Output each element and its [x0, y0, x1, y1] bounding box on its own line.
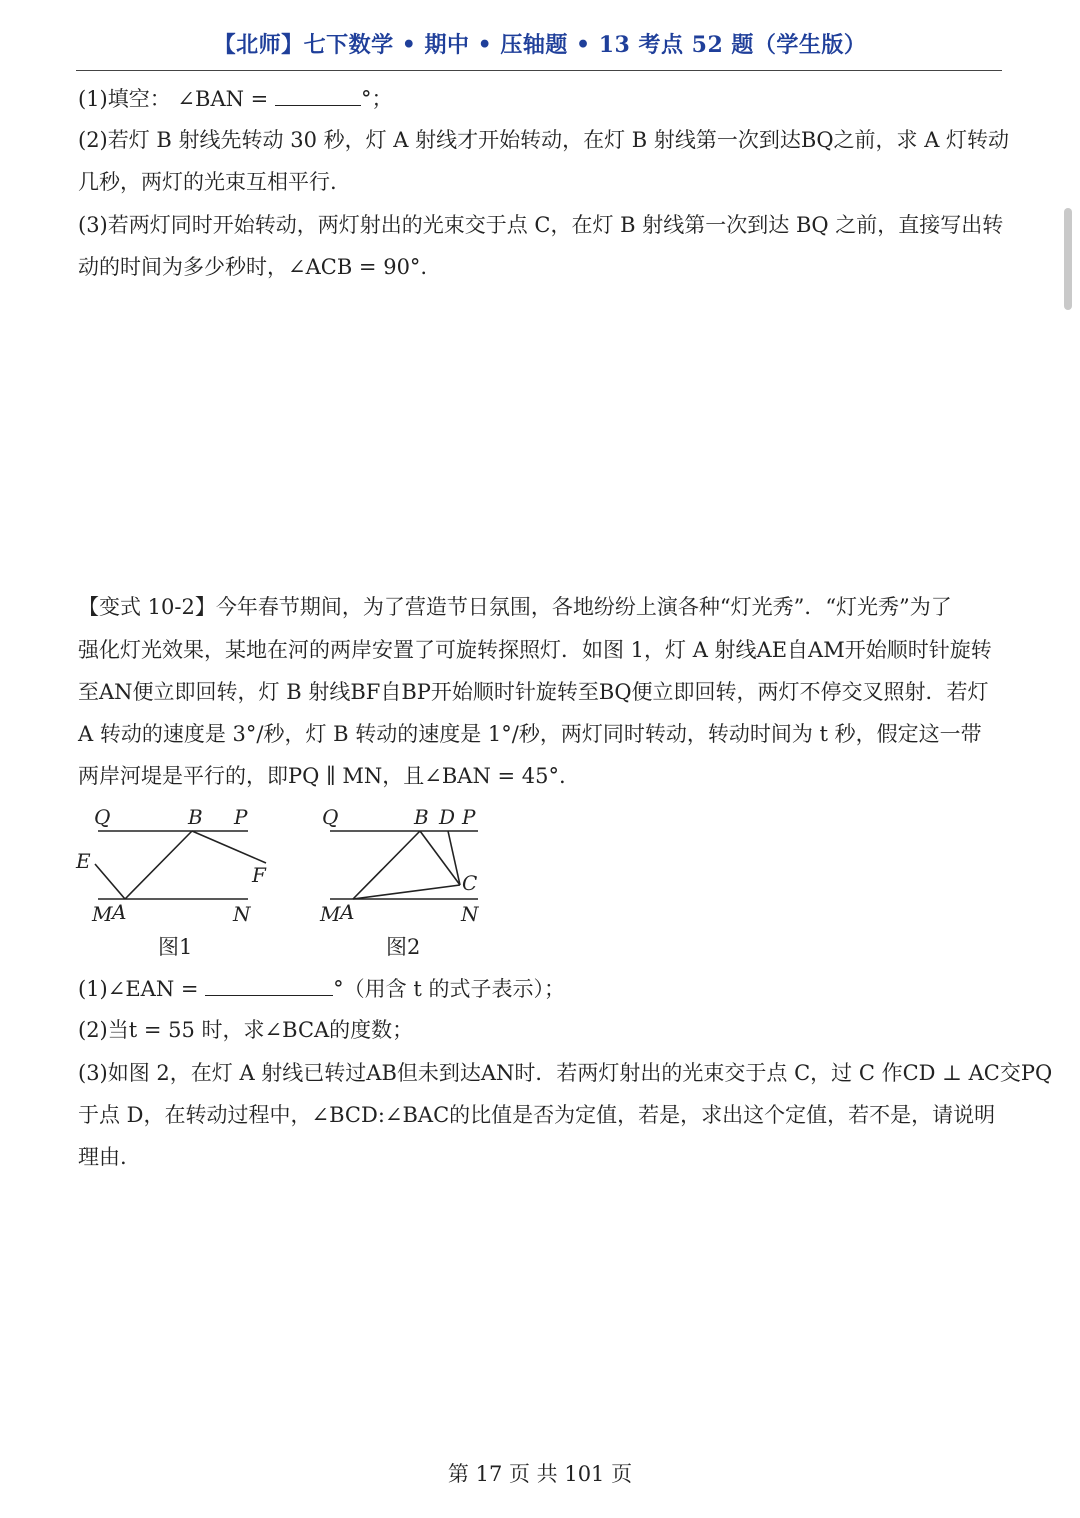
vertical-scrollbar-thumb[interactable] — [1064, 208, 1072, 310]
label-m: M — [92, 902, 113, 926]
page-footer: 第 17 页 共 101 页 — [447, 1462, 633, 1486]
problem2-question1 — [78, 973, 565, 1004]
figure-2-caption: 图2 — [386, 935, 421, 959]
problem2-question2: (2)当t = 55 时，求∠BCA的度数； — [78, 1018, 414, 1042]
page-header-title: 【北师】七下数学 • 期中 • 压轴题 • 13 考点 52 题（学生版） — [213, 32, 867, 58]
problem1-question2-line2: 几秒，两灯的光束互相平行. — [78, 170, 337, 194]
label-n: N — [233, 902, 251, 926]
problem2-question3-line3: 理由. — [78, 1145, 127, 1169]
problem1-question3-line2: 动的时间为多少秒时，∠ACB = 90°. — [78, 255, 428, 279]
label-m: M — [320, 902, 341, 926]
problem2-intro-line3: 至AN便立即回转，灯 B 射线BF自BP开始顺时针旋转至BQ便立即回转，两灯不停交叉照射．若灯 — [78, 680, 989, 704]
q1-suffix: °（用含 t 的式子表示）； — [333, 977, 565, 1001]
problem2-intro-line5: 两岸河堤是平行的，即PQ ∥ MN，且∠BAN = 45°. — [78, 764, 566, 788]
ray-ae — [95, 864, 125, 899]
label-b: B — [188, 805, 203, 829]
segment-ac — [353, 885, 460, 899]
problem1-question1 — [78, 83, 392, 114]
problem2-intro-line1: 【变式 10-2】今年春节期间，为了营造节日氛围，各地纷纷上演各种“灯光秀”．“灯光秀”为了 — [78, 595, 952, 619]
label-b: B — [414, 805, 429, 829]
problem1-question2-line1: (2)若灯 B 射线先转动 30 秒，灯 A 射线才开始转动，在灯 B 射线第一次到达BQ之前，求 A 灯转动 — [78, 128, 1010, 152]
label-n: N — [461, 902, 479, 926]
label-q: Q — [94, 805, 111, 829]
q1-text: (1)∠EAN = — [78, 977, 206, 1001]
q1-suffix: °； — [360, 87, 393, 111]
label-a: A — [340, 900, 355, 924]
figure-1 — [70, 800, 280, 934]
label-q: Q — [322, 805, 339, 829]
label-a: A — [112, 900, 127, 924]
label-p: P — [462, 805, 476, 829]
problem1-question3-line1: (3)若两灯同时开始转动，两灯射出的光束交于点 C，在灯 B 射线第一次到达 BQ 之前，直接写出转 — [78, 213, 1004, 237]
answer-blank — [275, 83, 361, 106]
segment-ab — [125, 831, 192, 899]
label-c: C — [462, 871, 478, 895]
problem2-intro-line4: A 转动的速度是 3°/秒，灯 B 转动的速度是 1°/秒，两灯同时转动，转动时间为 t 秒，假定这一带 — [78, 722, 982, 746]
label-p: P — [234, 805, 248, 829]
figure-2-diagram — [300, 800, 500, 930]
header-divider — [76, 70, 1002, 71]
answer-blank — [205, 973, 333, 996]
figure-1-caption: 图1 — [158, 935, 193, 959]
figure-1-diagram — [70, 800, 280, 930]
problem2-question3-line1: (3)如图 2，在灯 A 射线已转过AB但未到达AN时．若两灯射出的光束交于点 C，过 C 作CD ⊥ AC交PQ — [78, 1061, 1053, 1085]
label-e: E — [76, 849, 91, 873]
label-f: F — [252, 863, 266, 887]
figure-2 — [300, 800, 500, 934]
segment-ab — [353, 831, 420, 899]
problem2-intro-line2: 强化灯光效果，某地在河的两岸安置了可旋转探照灯．如图 1，灯 A 射线AE自AM开始顺时针旋转 — [78, 638, 992, 662]
q1-text: (1)填空： ∠BAN = — [78, 87, 275, 111]
problem2-question3-line2: 于点 D，在转动过程中，∠BCD:∠BAC的比值是否为定值，若是，求出这个定值，若不是，请说明 — [78, 1103, 996, 1127]
label-d: D — [439, 805, 456, 829]
ray-bf — [192, 831, 266, 863]
